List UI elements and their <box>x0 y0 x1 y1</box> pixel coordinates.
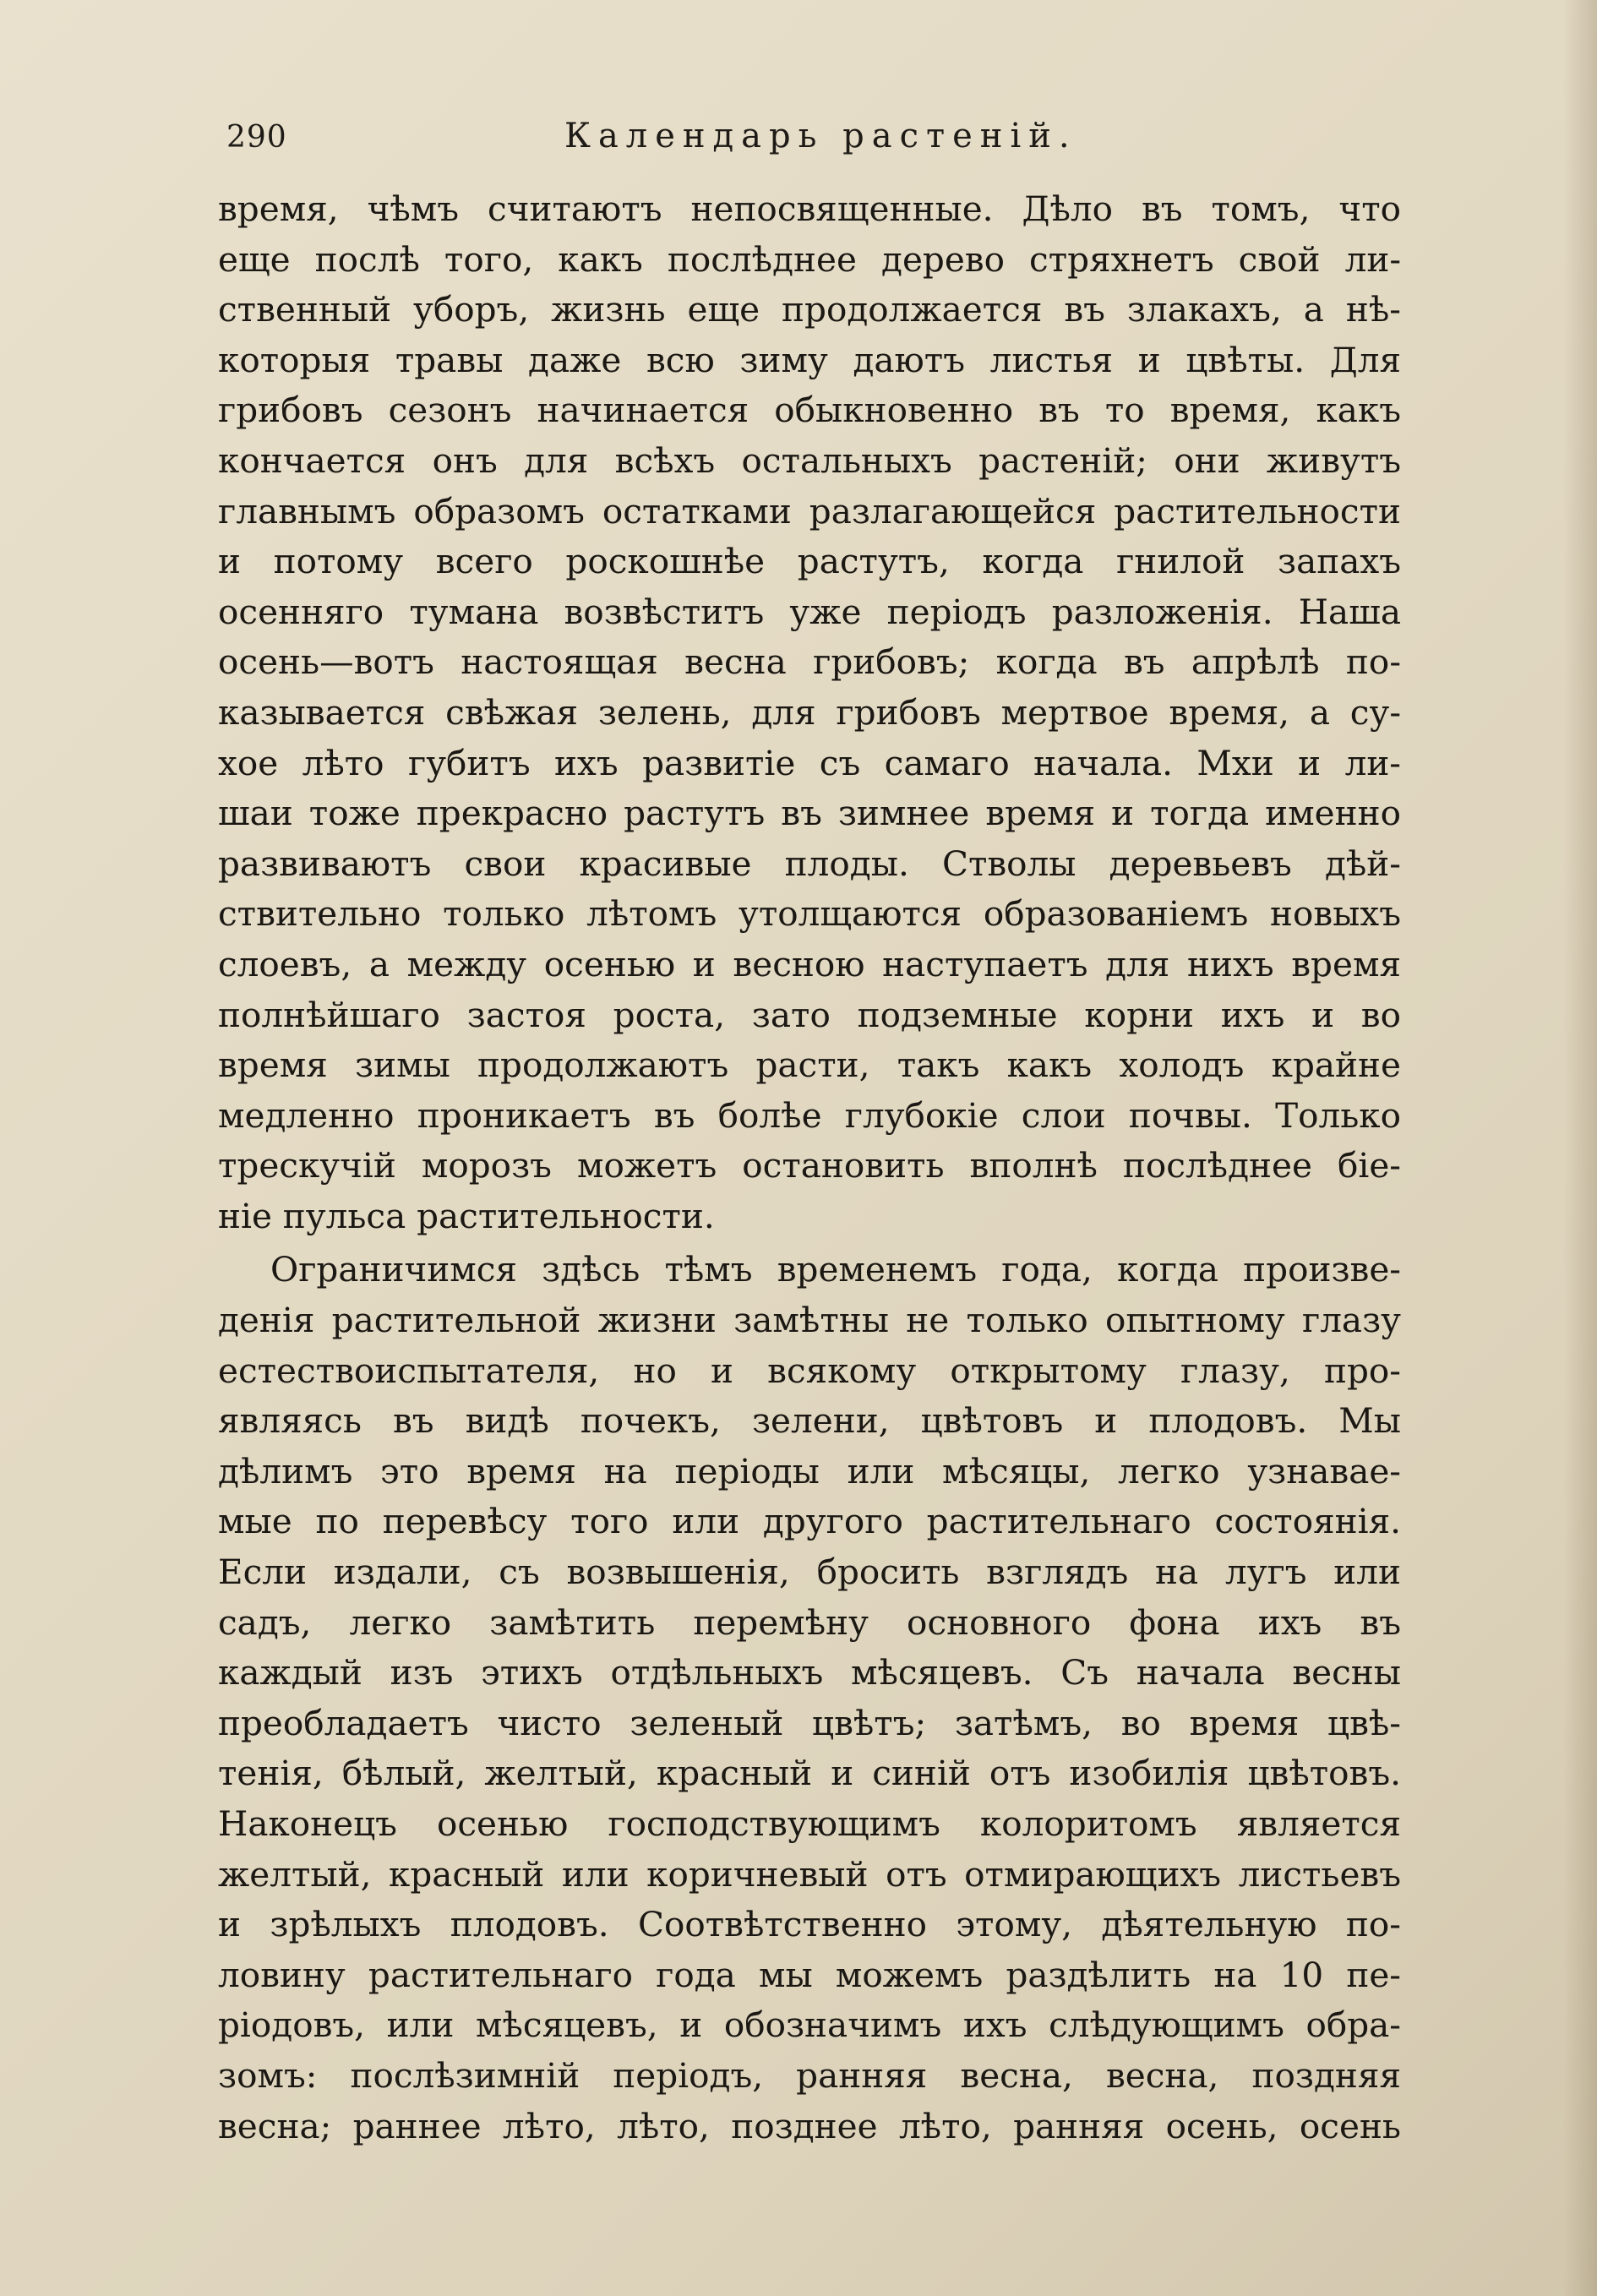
text-line: дѣлимъ это время на періоды или мѣсяцы, легко узнавае- <box>218 1450 1401 1492</box>
text-line: зомъ: послѣзимній періодъ, ранняя весна, весна, поздняя <box>218 2054 1401 2096</box>
text-line: ніе пульса растительности. <box>218 1195 715 1236</box>
text-line: медленно проникаетъ въ болѣе глубокіе слои почвы. Только <box>218 1094 1401 1136</box>
paragraph-1 <box>218 184 1401 1241</box>
text-line: и потому всего роскошнѣе растутъ, когда гнилой запахъ <box>218 541 1401 582</box>
text-line: осень—вотъ настоящая весна грибовъ; когда въ апрѣлѣ по- <box>218 641 1401 683</box>
running-head: Календарь растеній. <box>564 117 1077 155</box>
text-line: слоевъ, а между осенью и весною наступаетъ для нихъ время <box>218 943 1401 984</box>
text-line: весна; раннее лѣто, лѣто, позднее лѣто, ранняя осень, осень <box>218 2105 1401 2146</box>
text-line: естествоиспытателя, но и всякому открытому глазу, про- <box>218 1350 1401 1391</box>
text-line: развиваютъ свои красивые плоды. Стволы деревьевъ дѣй- <box>218 843 1401 884</box>
text-line: Ограничимся здѣсь тѣмъ временемъ года, когда произве- <box>270 1249 1401 1290</box>
text-line: главнымъ образомъ остатками разлагающейся растительности <box>218 490 1401 532</box>
page-number: 290 <box>226 120 287 155</box>
text-line: преобладаетъ чисто зеленый цвѣтъ; затѣмъ, во время цвѣ- <box>218 1702 1401 1743</box>
text-line: хое лѣто губитъ ихъ развитіе съ самаго начала. Мхи и ли- <box>218 742 1401 783</box>
text-line: время зимы продолжаютъ расти, такъ какъ холодъ крайне <box>218 1044 1401 1086</box>
page-header <box>226 117 1409 167</box>
text-line: полнѣйшаго застоя роста, зато подземные корни ихъ и во <box>218 994 1401 1035</box>
paragraph-2 <box>218 1245 1401 2151</box>
text-line: желтый, красный или коричневый отъ отмирающихъ листьевъ <box>218 1853 1401 1895</box>
body-text <box>218 184 1401 2151</box>
text-line: шаи тоже прекрасно растутъ въ зимнее время и тогда именно <box>218 793 1401 834</box>
text-line: которыя травы даже всю зиму даютъ листья и цвѣты. Для <box>218 339 1401 380</box>
text-line: ловину растительнаго года мы можемъ раздѣлить на 10 пе- <box>218 1954 1401 1995</box>
text-line: Наконецъ осенью господствующимъ колоритомъ является <box>218 1803 1401 1844</box>
text-line: мые по перевѣсу того или другого растительнаго состоянія. <box>218 1501 1401 1542</box>
text-line: денія растительной жизни замѣтны не только опытному глазу <box>218 1300 1401 1341</box>
text-line: являясь въ видѣ почекъ, зелени, цвѣтовъ и плодовъ. Мы <box>218 1400 1401 1442</box>
text-line: ріодовъ, или мѣсяцевъ, и обозначимъ ихъ слѣдующимъ обра- <box>218 2004 1401 2046</box>
text-line: еще послѣ того, какъ послѣднее дерево стряхнетъ свой ли- <box>218 238 1401 280</box>
text-line: кончается онъ для всѣхъ остальныхъ растеній; они живутъ <box>218 439 1401 481</box>
text-line: каждый изъ этихъ отдѣльныхъ мѣсяцевъ. Съ начала весны <box>218 1652 1401 1693</box>
text-line: Если издали, съ возвышенія, бросить взглядъ на лугъ или <box>218 1552 1401 1593</box>
text-line: тенія, бѣлый, желтый, красный и синій отъ изобилія цвѣтовъ. <box>218 1753 1401 1794</box>
text-line: ствительно только лѣтомъ утолщаются образованіемъ новыхъ <box>218 893 1401 935</box>
text-line: ственный уборъ, жизнь еще продолжается въ злакахъ, а нѣ- <box>218 289 1401 330</box>
text-line: трескучій морозъ можетъ остановить вполнѣ послѣднее біе- <box>218 1145 1401 1186</box>
text-line: и зрѣлыхъ плодовъ. Соотвѣтственно этому, дѣятельную по- <box>218 1904 1401 1945</box>
text-line: время, чѣмъ считаютъ непосвященные. Дѣло въ томъ, что <box>218 188 1401 229</box>
text-line: грибовъ сезонъ начинается обыкновенно въ то время, какъ <box>218 390 1401 431</box>
text-line: осенняго тумана возвѣститъ уже періодъ разложенія. Наша <box>218 591 1401 632</box>
text-line: садъ, легко замѣтить перемѣну основного фона ихъ въ <box>218 1601 1401 1643</box>
text-line: казывается свѣжая зелень, для грибовъ мертвое время, а су- <box>218 691 1401 733</box>
